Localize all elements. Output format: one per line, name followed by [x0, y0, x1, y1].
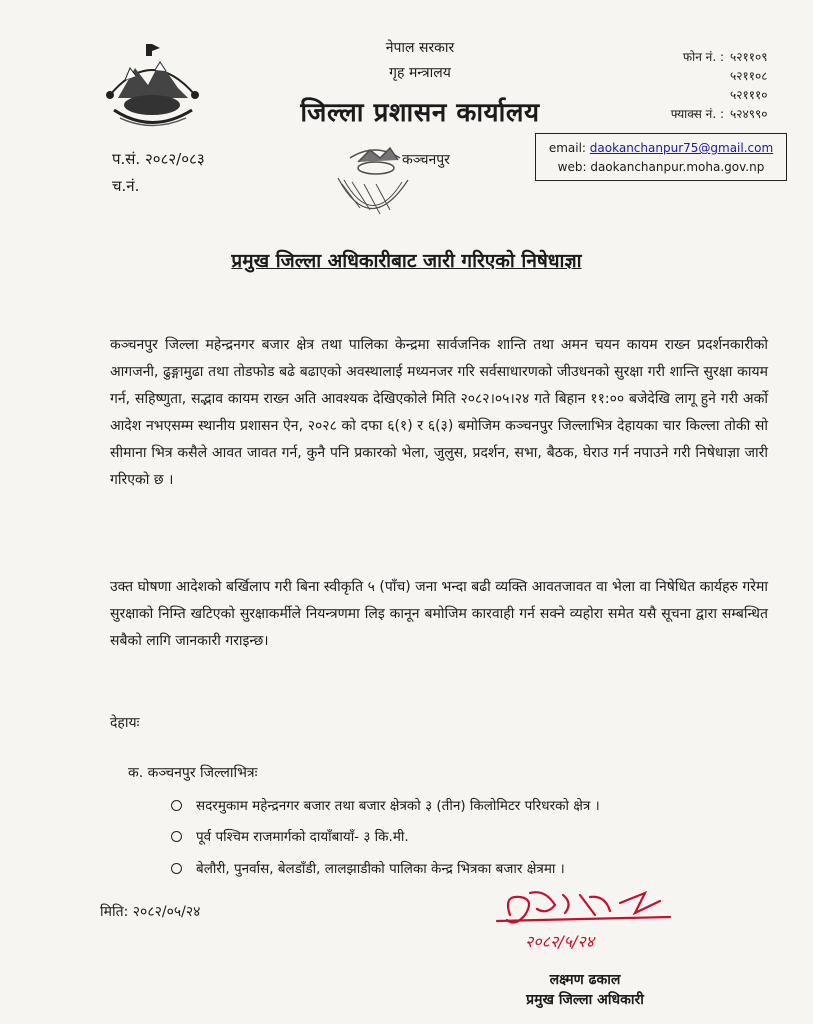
- web-address[interactable]: daokanchanpur.moha.gov.np: [590, 160, 765, 174]
- notice-paragraph-2: उक्त घोषणा आदेशको बर्खिलाप गरी बिना स्वीकृति ५ (पाँच) जना भन्दा बढी व्यक्ति आवतजावत वा भेला वा निषेधित कार्यहरु गरेमा सुरक्षाको निम्ति खटिएको सुरक्षाकर्मीले नियन्त्रणमा लिइ कानून बमोजिम कारवाही गर्न सक्ने व्यहोरा समेत यसै सूचना द्वारा सम्बन्धित सबैको लागि जानकारी गराइन्छ।: [110, 579, 768, 649]
- notice-paragraph-1: कञ्चनपुर जिल्ला महेन्द्रनगर बजार क्षेत्र तथा पालिका केन्द्रमा सार्वजनिक शान्ति तथा अमन चयन कायम राख्न प्रदर्शनकारीको आगजनी, ढुङ्गामुढा तथा तोडफोड बढे बढाएको अवस्थालाई मध्यनजर गरि सर्वसाधारणको जीउधनको सुरक्षा गरी शान्ति सुरक्षा कायम गर्न, सहिष्णुता, सद्भाव कायम राख्न अति आवश्यक देखिएकोले मिति २०८२।०५।२४ गते बिहान ११:०० बजेदेखि लागू हुने गरी अर्को आदेश नभएसम्म स्थानीय प्रशासन ऐन, २०२८ को दफा ६(१) र ६(३) बमोजिम कञ्चनपुर जिल्लाभित्र देहायका चार किल्ला तोकी सो सीमाना भित्र कसैले आवत जावत गर्न, कुनै पनि प्रकारको भेला, जुलुस, प्रदर्शन, सभा, बैठक, घेराउ गर्न नपाउने गरी निषेधाज्ञा जारी गरिएको छ ।: [110, 337, 768, 488]
- contact-email-box: [535, 133, 787, 181]
- issue-date: मिति: २०८२/०५/२४: [100, 904, 201, 920]
- list-item: [171, 859, 565, 877]
- circle-bullet-icon: [171, 863, 182, 874]
- list-item-text: सदरमुकाम महेन्द्रनगर बजार तथा बजार क्षेत्रको ३ (तीन) किलोमिटर परिधरको क्षेत्र ।: [196, 798, 600, 814]
- office-name: जिल्ला प्रशासन कार्यालय: [300, 98, 540, 128]
- ministry-name: गृह मन्त्रालय: [389, 65, 451, 81]
- govt-name: नेपाल सरकार: [385, 40, 455, 56]
- email-link[interactable]: daokanchanpur75@gmail.com: [589, 141, 774, 155]
- signature-icon: [485, 885, 685, 955]
- list-item: [171, 796, 600, 814]
- signer-name: लक्ष्मण ढकाल: [549, 972, 621, 988]
- fax-number: ५२४९९०: [730, 107, 768, 121]
- fax-label: फ्याक्स नं. :: [670, 107, 724, 121]
- patra-sankhya: प.सं. २०८२/०८३: [112, 150, 205, 168]
- signer-designation: प्रमुख जिल्ला अधिकारी: [526, 992, 644, 1008]
- dehay-label: देहायः: [110, 715, 140, 731]
- web-label: web:: [557, 160, 587, 174]
- phone-number: ५२११०८: [730, 69, 768, 83]
- phone-number: ५२११०९: [730, 50, 768, 64]
- district-name: कञ्चनपुर: [402, 152, 450, 168]
- section-ka-heading: क. कञ्चनपुर जिल्लाभित्रः: [128, 765, 258, 781]
- circle-bullet-icon: [171, 831, 182, 842]
- reference-block: [112, 146, 205, 200]
- signature-date: २०८२/५/२४: [525, 932, 595, 951]
- nepal-emblem-icon: [100, 40, 205, 135]
- chalani-number: च.नं.: [112, 177, 140, 195]
- phone-number: ५२१११०: [730, 88, 768, 102]
- email-label: email:: [548, 141, 586, 155]
- phone-label: फोन नं. :: [682, 50, 724, 64]
- signer-block: [490, 970, 680, 1010]
- list-item-text: बेलौरी, पुनर्वास, बेलडाँडी, लालझाडीको पालिका केन्द्र भित्रका बजार क्षेत्रमा ।: [196, 861, 565, 877]
- notice-title: प्रमुख जिल्ला अधिकारीबाट जारी गरिएको निषेधाज्ञा: [231, 250, 582, 272]
- list-item: [171, 827, 409, 845]
- circle-bullet-icon: [171, 800, 182, 811]
- list-item-text: पूर्व पश्चिम राजमार्गको दायाँबायाँ- ३ कि.मी.: [196, 829, 409, 845]
- contact-block: [648, 48, 767, 124]
